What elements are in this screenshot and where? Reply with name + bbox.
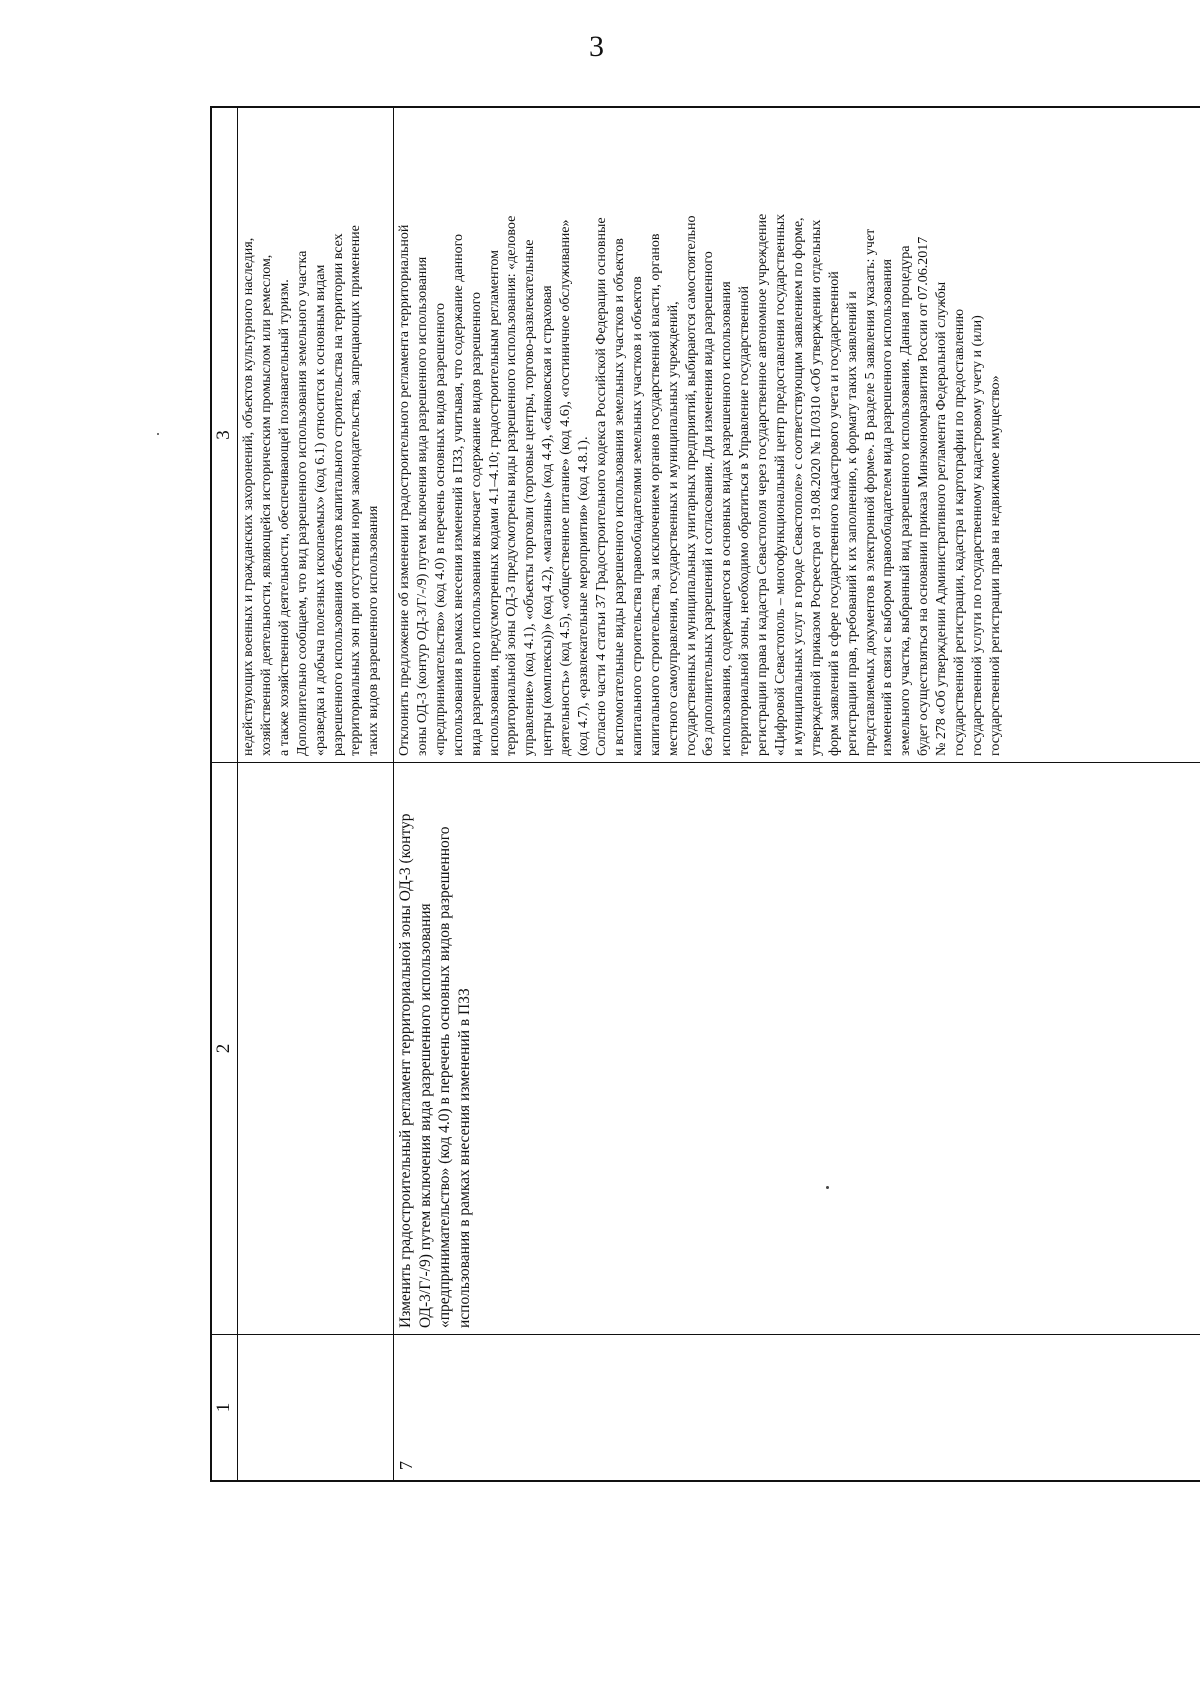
text-line: управление» (код 4.1), «объекты торговли (торговые центры, торгово-развлекательные [522, 239, 538, 756]
row7-proposal [394, 762, 1200, 1334]
text-line: капитального строительства правообладателями земельных участков и объектов [629, 276, 645, 756]
rotated-table-area [210, 106, 1200, 1482]
decision-table [210, 106, 1200, 1482]
text-line: территориальных зон при отсутствии норм законодательства, запрещающих применение [348, 225, 364, 756]
text-line: будет осуществляться на основании приказа Минэкономразвития России от 07.06.2017 [916, 236, 932, 756]
text-line: таких видов разрешенного использования [366, 505, 382, 756]
text-line: ОД-3/Г/-/9) путем включения вида разрешенного использования [416, 903, 434, 1328]
text-line: использования, предусмотренных кодами 4.1–4.10; градостроительным регламентом [486, 249, 502, 756]
scan-speck [157, 433, 159, 435]
text-line: Изменить градостроительный регламент территориальной зоны ОД-3 (контур [397, 813, 414, 1328]
header-col-2: 2 [212, 762, 237, 1334]
header-col-3: 3 [213, 430, 234, 440]
text-line: а также хозяйственной деятельности, обеспечивающей познавательный туризм. [276, 279, 292, 756]
text-line: зоны ОД-3 (контур ОД-3/Г/-/9) путем включения вида разрешенного использования [414, 256, 430, 756]
text-line: и вспомогательные виды разрешенного использования земельных участков и объектов [611, 238, 627, 756]
text-line: регистрации прав, требований к их заполнению, к формату таких заявлений и [844, 291, 860, 756]
header-col-1: 1 [212, 1334, 237, 1480]
text-line: капитального строительства, за исключением органов государственной власти, органов [647, 233, 663, 756]
text-line: использования в рамках внесения изменений в ПЗЗ [455, 988, 473, 1328]
text-line: представляемых документов в электронной форме». В разделе 5 заявления указать: учет [862, 228, 878, 756]
text-line: государственных и муниципальных унитарных предприятий, выбираются самостоятельно [683, 215, 699, 756]
text-line: «предпринимательство» (код 4.0) в перечень основных видов разрешенного [436, 826, 453, 1328]
text-line: изменений в связи с выбором правообладателем вида разрешенного использования [880, 259, 896, 756]
text-line: государственной услуги по государственному кадастровому учету и (или) [970, 315, 985, 756]
text-line: «Цифровой Севастополь – многофункциональный центр предоставления государственных [773, 213, 789, 756]
row7-decision [394, 108, 1200, 762]
cont-col-2 [238, 762, 393, 1334]
text-line: Согласно части 4 статьи 37 Градостроительного кодекса Российской Федерации основные [593, 217, 609, 756]
text-line: Дополнительно сообщаем, что вид разрешенного использования земельного участка [294, 250, 310, 756]
text-line: недействующих военных и гражданских захоронений, объектов культурного наследия, [241, 237, 256, 756]
text-line: территориальной зоны ОД-3 предусмотрены виды разрешенного использования: «деловое [504, 215, 520, 756]
cont-col-1 [238, 1334, 393, 1480]
text-line: разрешенного использования объектов капитального строительства на территории всех [330, 233, 346, 756]
text-line: без дополнительных разрешений и согласования. Для изменения вида разрешенного [701, 251, 717, 756]
table-row-7 [394, 108, 1200, 1480]
text-line: и муниципальных услуг в городе Севастополе» с соответствующим заявлением по форме, [790, 217, 806, 756]
table-row-continuation [238, 108, 394, 1480]
text-line: хозяйственной деятельности, являющейся историческим промыслом или ремеслом, [258, 254, 274, 756]
text-line: местного самоуправления, государственных и муниципальных учреждений, [665, 301, 681, 756]
text-line: регистрации права и кадастра Севастополя через государственное автономное учреждение [755, 213, 771, 756]
table-header-row [212, 108, 238, 1480]
row7-number: 7 [394, 1334, 1200, 1480]
text-line: земельного участка, выбранный вид разрешенного использования. Данная процедура [898, 245, 914, 756]
text-line: государственной регистрации прав на недвижимое имущество» [987, 375, 1003, 756]
text-line: «разведка и добыча полезных ископаемых» (код 6.1) относится к основным видам [312, 264, 328, 756]
text-line: центры (комплексы))» (код 4.2), «магазины» (код 4.4), «банковская и страховая [540, 285, 556, 756]
page-number: 3 [589, 30, 604, 63]
text-line: государственной регистрации, кадастра и картографии по предоставлению [952, 308, 968, 756]
text-line: использования в рамках внесения изменений в ПЗЗ, учитывая, что содержание данного [450, 234, 466, 756]
text-line: использования, содержащегося в основных видах разрешенного использования [719, 281, 735, 756]
text-line: деятельность» (код 4.5), «общественное питание» (код 4.6), «гостиничное обслуживание» [558, 219, 574, 756]
text-line: территориальной зоны, необходимо обратиться в Управление государственной [737, 286, 753, 756]
text-line: Отклонить предложение об изменении градостроительного регламента территориальной [397, 224, 412, 756]
text-line: форм заявлений в сфере государственного кадастрового учета и государственной [826, 271, 842, 756]
text-line: утвержденной приказом Росреестра от 19.08.2020 № П/0310 «Об утверждении отдельных [808, 219, 824, 756]
text-line: (код 4.7), «развлекательные мероприятия» (код 4.8.1). [576, 436, 592, 756]
text-line: «предпринимательство» (код 4.0) в перечень основных видов разрешенного [432, 303, 448, 756]
text-line: № 278 «Об утверждении Административного регламента Федеральной службы [934, 281, 950, 756]
cont-col-3 [238, 108, 393, 762]
text-line: вида разрешенного использования включает содержание видов разрешенного [468, 292, 484, 756]
